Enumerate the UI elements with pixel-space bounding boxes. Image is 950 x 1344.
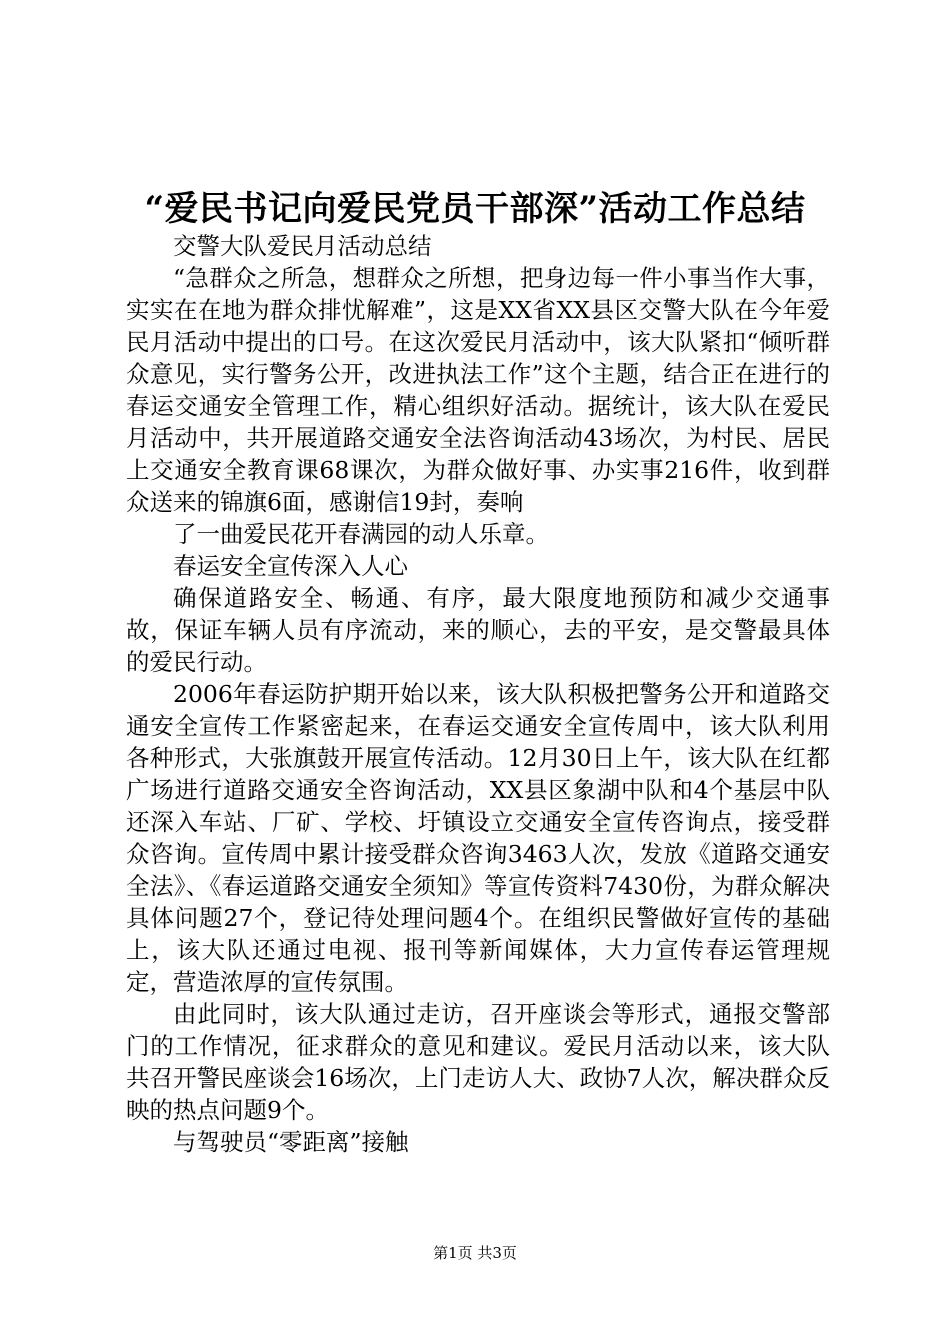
page-footer: 第1页 共3页 xyxy=(433,1244,517,1262)
paragraph-subtitle: 交警大队爱民月活动总结 xyxy=(173,232,432,260)
paragraph-publicity: 2006年春运防护期开始以来，该大队积极把警务公开和道路交通安全宣传工作紧密起来，在春运交通安全宣传周中，该大队利用各种形式，大张旗鼓开展宣传活动。12月30日上午，该大队在红都广场进行道路交通安全咨询活动，XX县区象湖中队和4个基层中队还深入车站、厂矿、学校、圩镇设立交通安全宣传咨询点，接受群众咨询。宣传周中累计接受群众咨询3463人次，发放《道路交通安全法》、《春运道路交通安全须知》等宣传资料7430份，为群众解决具体问题27个，登记待处理问题4个。在组织民警做好宣传的基础上，该大队还通过电视、报刊等新闻媒体，大力宣传春运管理规定，营造浓厚的宣传氛围。 xyxy=(126,680,830,996)
document-title: “爱民书记向爱民党员干部深”活动工作总结 xyxy=(144,189,806,229)
paragraph-safety-goal: 确保道路安全、畅通、有序，最大限度地预防和减少交通事故，保证车辆人员有序流动，来的顺心，去的平安，是交警最具体的爱民行动。 xyxy=(126,584,830,676)
section-heading-spring-safety: 春运安全宣传深入人心 xyxy=(173,552,408,580)
paragraph-visits: 由此同时，该大队通过走访，召开座谈会等形式，通报交警部门的工作情况，征求群众的意见和建议。爱民月活动以来，该大队共召开警民座谈会16场次，上门走访人大、政协7人次，解决群众反映的热点问题9个。 xyxy=(126,1000,830,1124)
section-heading-drivers: 与驾驶员“零距离”接触 xyxy=(173,1128,409,1156)
paragraph-intro-continued: 了一曲爱民花开春满园的动人乐章。 xyxy=(173,520,549,548)
document-body xyxy=(126,230,830,1158)
paragraph-intro: “急群众之所急，想群众之所想，把身边每一件小事当作大事，实实在在地为群众排忧解难”，这是XX省XX县区交警大队在今年爱民月活动中提出的口号。在这次爱民月活动中，该大队紧扣“倾听群众意见，实行警务公开，改进执法工作”这个主题，结合正在进行的春运交通安全管理工作，精心组织好活动。据统计，该大队在爱民月活动中，共开展道路交通安全法咨询活动43场次，为村民、居民上交通安全教育课68课次，为群众做好事、办实事216件，收到群众送来的锦旗6面，感谢信19封，奏响 xyxy=(126,264,830,516)
